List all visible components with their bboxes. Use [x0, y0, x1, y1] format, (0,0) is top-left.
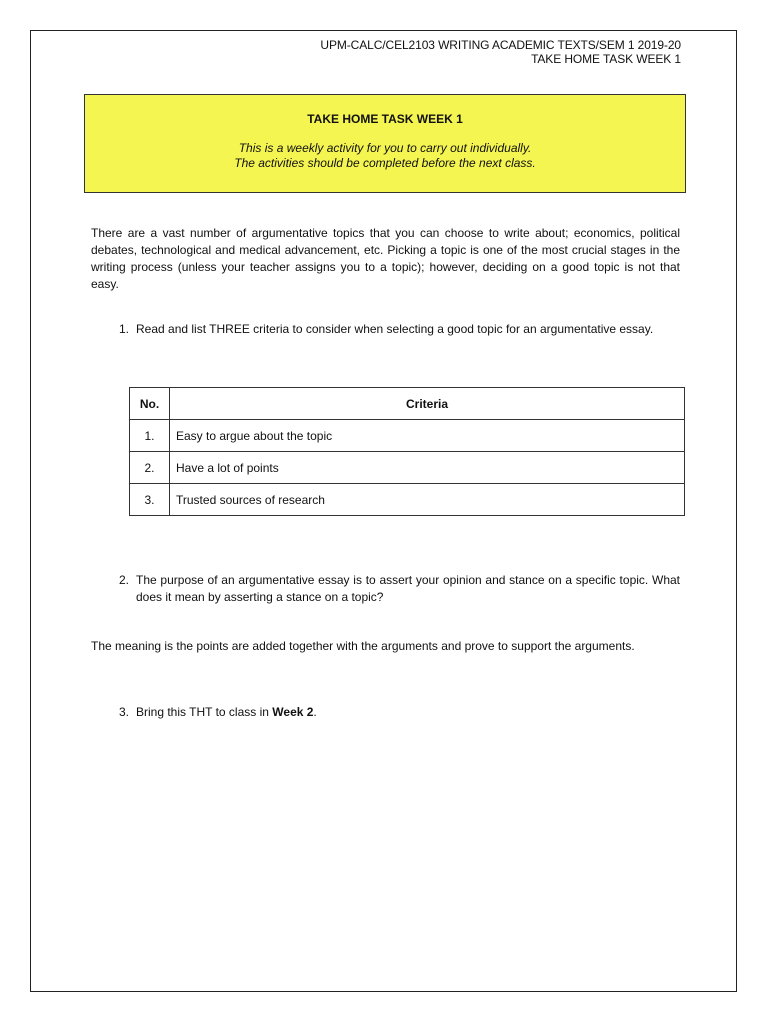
column-header-criteria: Criteria — [170, 388, 685, 420]
question-3-week: Week 2 — [272, 705, 314, 719]
column-header-no: No. — [130, 388, 170, 420]
task-box-line-2: The activities should be completed before the next class. — [234, 156, 536, 170]
question-3-text — [136, 704, 680, 721]
task-info-box — [84, 94, 686, 193]
page-header — [320, 38, 681, 66]
question-1-text: Read and list THREE criteria to consider when selecting a good topic for an argumentative essay. — [136, 322, 654, 336]
question-2-text: The purpose of an argumentative essay is to assert your opinion and stance on a specific topic. What does it mean by asserting a stance on a topic? — [136, 573, 680, 604]
criteria-table — [129, 387, 685, 516]
row-number: 2. — [130, 452, 170, 484]
question-1-number: 1. — [118, 322, 129, 336]
table-header-row — [130, 388, 685, 420]
answer-2-paragraph: The meaning is the points are added together with the arguments and prove to support the arguments. — [91, 639, 635, 653]
row-criteria: Have a lot of points — [170, 452, 685, 484]
question-1 — [111, 321, 680, 338]
question-2-number: 2. — [118, 573, 129, 587]
row-number: 1. — [130, 420, 170, 452]
task-box-instructions — [85, 141, 685, 171]
question-2 — [111, 572, 680, 606]
question-3-prefix: Bring this THT to class in — [136, 705, 273, 719]
question-3-number: 3. — [118, 705, 129, 719]
row-criteria: Easy to argue about the topic — [170, 420, 685, 452]
table-row — [130, 420, 685, 452]
question-3 — [111, 704, 680, 721]
row-number: 3. — [130, 484, 170, 516]
task-box-line-1: This is a weekly activity for you to carry out individually. — [238, 141, 532, 155]
header-task-line: TAKE HOME TASK WEEK 1 — [531, 52, 681, 66]
document-page — [30, 30, 737, 992]
table-row — [130, 484, 685, 516]
intro-paragraph: There are a vast number of argumentative topics that you can choose to write about; economics, political debates, technological and medical advancement, etc. Picking a topic is one of the most crucial stages in the writing process (unless your teacher assigns you to a topic); however, deciding on a good topic is not that easy. — [91, 226, 680, 291]
header-course-line: UPM-CALC/CEL2103 WRITING ACADEMIC TEXTS/SEM 1 2019-20 — [320, 38, 681, 52]
table-row — [130, 452, 685, 484]
question-3-suffix: . — [313, 705, 317, 719]
row-criteria: Trusted sources of research — [170, 484, 685, 516]
task-box-title: TAKE HOME TASK WEEK 1 — [307, 112, 463, 126]
